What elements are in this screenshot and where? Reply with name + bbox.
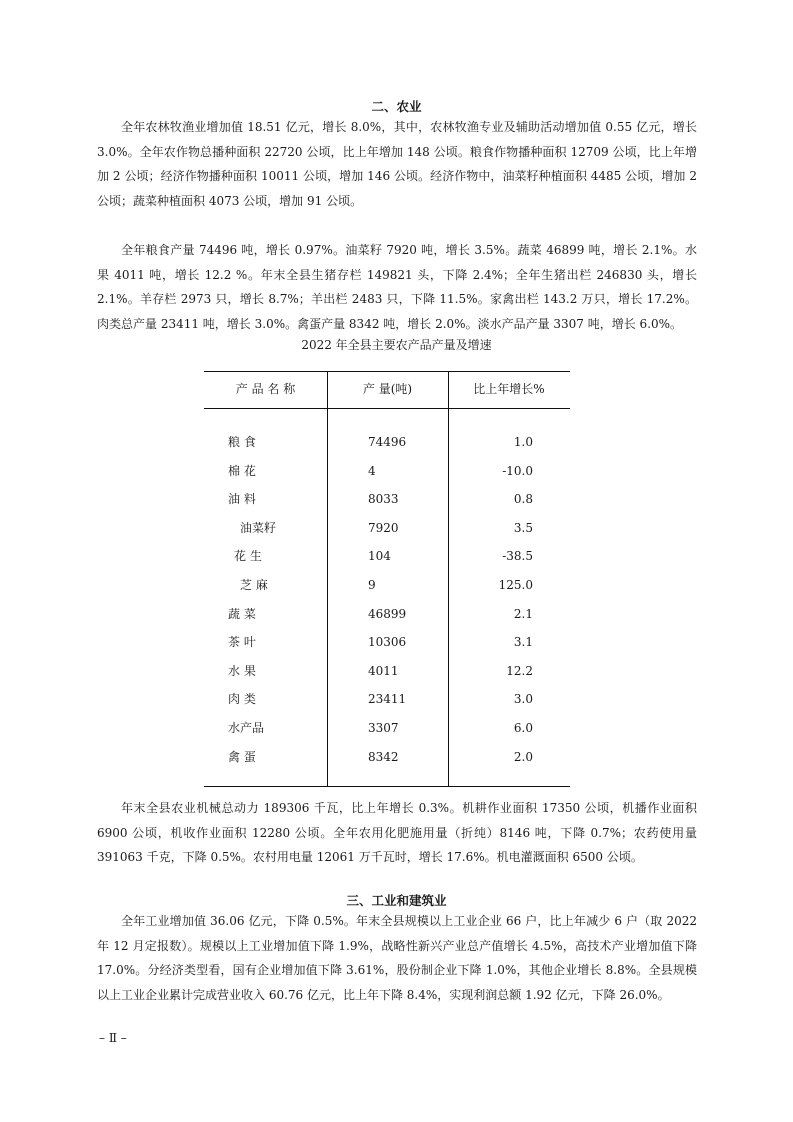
table-cell-name: 蔬 菜 <box>228 606 256 621</box>
table-cell-growth: 2.1 <box>513 606 533 621</box>
table-cell-name: 茶 叶 <box>228 635 256 650</box>
table-cell-growth: 1.0 <box>513 435 533 449</box>
table-row <box>204 691 570 720</box>
section-heading-agriculture: 二、农业 <box>371 99 422 114</box>
section-heading-industry: 三、工业和建筑业 <box>346 893 447 908</box>
table-cell-growth: 3.5 <box>513 520 533 535</box>
table-row <box>204 548 570 577</box>
table-cell-quantity: 23411 <box>368 692 407 707</box>
table-cell-name: 油 料 <box>228 492 256 507</box>
table-cell-growth: -38.5 <box>502 549 533 564</box>
table-cell-quantity: 3307 <box>368 720 399 735</box>
table-cell-name: 油菜籽 <box>240 520 277 535</box>
table-cell-name: 花 生 <box>234 549 262 564</box>
agriculture-paragraph-2: 全年粮食产量 74496 吨，增长 0.97%。油菜籽 7920 吨，增长 3.5%。蔬菜 46899 吨，增长 2.1%。水果 4011 吨，增长 12.2 %。年末全县生猪存栏 149821 头，下降 2.4%；全年生猪出栏 246830 头，增长 2.1%。羊存栏 2973 只，增长 8.7%；羊出栏 2483 只，下降 11.5%。家禽出栏 143.2 万只，增长 17.2%。肉类总产量 23411 吨，增长 3.0%。禽蛋产量 8342 吨，增长 2.0%。淡水产品产量 3307 吨，增长 6.0%。 <box>97 243 697 331</box>
table-cell-growth: 2.0 <box>513 749 533 764</box>
table-cell-name: 水 果 <box>228 663 256 678</box>
table-row <box>204 520 570 549</box>
table-cell-growth: 0.8 <box>513 492 533 507</box>
table-cell-quantity: 9 <box>368 577 376 592</box>
industry-paragraph-1: 全年工业增加值 36.06 亿元，下降 0.5%。年末全县规模以上工业企业 66 户，比上年减少 6 户（取 2022 年 12 月定报数）。规模以上工业增加值下降 1.9%，战略性新兴产业总产值增长 4.5%，高技术产业增加值下降 17.0%。分经济类型看，国有企业增加值下降 3.61%，股份制企业下降 1.0%，其他企业增长 8.8%。全县规模以上工业企业累计完成营业收入 60.76 亿元，比上年下降 8.4%，实现利润总额 1.92 亿元，下降 26.0%。 <box>97 914 697 1002</box>
table-row <box>204 606 570 635</box>
table-cell-growth: 6.0 <box>513 720 533 735</box>
table-cell-quantity: 8033 <box>368 492 399 507</box>
table-cell-quantity: 74496 <box>368 435 407 449</box>
table-cell-growth: 125.0 <box>498 577 533 592</box>
table-cell-quantity: 4011 <box>368 663 399 678</box>
table-header-quantity: 产 量(吨) <box>362 382 413 396</box>
table-row <box>204 434 570 463</box>
table-row <box>204 577 570 606</box>
table-header-growth: 比上年增长% <box>473 382 545 396</box>
table-cell-growth: 12.2 <box>506 663 533 678</box>
table-cell-quantity: 46899 <box>368 606 407 621</box>
table-row <box>204 749 570 778</box>
table-cell-quantity: 10306 <box>368 635 407 650</box>
table-cell-name: 肉 类 <box>228 692 256 707</box>
table-row <box>204 720 570 749</box>
table-cell-name: 芝 麻 <box>240 577 268 592</box>
page-number: – Ⅱ – <box>99 1031 127 1045</box>
table-row <box>204 634 570 663</box>
table-cell-name: 粮 食 <box>228 435 256 449</box>
table-body <box>204 434 570 777</box>
table-header-divider <box>204 408 570 409</box>
agriculture-paragraph-1: 全年农林牧渔业增加值 18.51 亿元，增长 8.0%，其中，农林牧渔专业及辅助活动增加值 0.55 亿元，增长 3.0%。全年农作物总播种面积 22720 公顷，比上年增加 148 公顷。粮食作物播种面积 12709 公顷，比上年增加 2 公顷；经济作物播种面积 10011 公顷，增加 146 公顷。经济作物中，油菜籽种植面积 4485 公顷，增加 2 公顷；蔬菜种植面积 4073 公顷，增加 91 公顷。 <box>97 120 697 208</box>
table-cell-quantity: 7920 <box>368 520 399 535</box>
table-cell-growth: 3.0 <box>513 692 533 707</box>
table-cell-name: 棉 花 <box>228 463 256 478</box>
table-cell-name: 禽 蛋 <box>228 749 256 764</box>
table-cell-growth: 3.1 <box>513 635 533 650</box>
table-row <box>204 491 570 520</box>
table-cell-growth: -10.0 <box>502 463 533 478</box>
table-title: 2022 年全县主要农产品产量及增速 <box>301 338 492 352</box>
table-cell-quantity: 8342 <box>368 749 399 764</box>
table-cell-quantity: 4 <box>368 463 376 478</box>
table-row <box>204 663 570 692</box>
table-row <box>204 463 570 492</box>
table-cell-quantity: 104 <box>368 549 391 564</box>
table-cell-name: 水产品 <box>228 720 265 735</box>
agriculture-paragraph-3: 年末全县农业机械总动力 189306 千瓦，比上年增长 0.3%。机耕作业面积 17350 公顷，机播作业面积 6900 公顷，机收作业面积 12280 公顷。全年农用化肥施用量（折纯）8146 吨，下降 0.7%；农药使用量 391063 千克，下降 0.5%。农村用电量 12061 万千瓦时，增长 17.6%。机电灌溉面积 6500 公顷。 <box>97 801 697 865</box>
produce-table <box>204 371 570 787</box>
table-header-name: 产 品 名 称 <box>235 382 296 396</box>
